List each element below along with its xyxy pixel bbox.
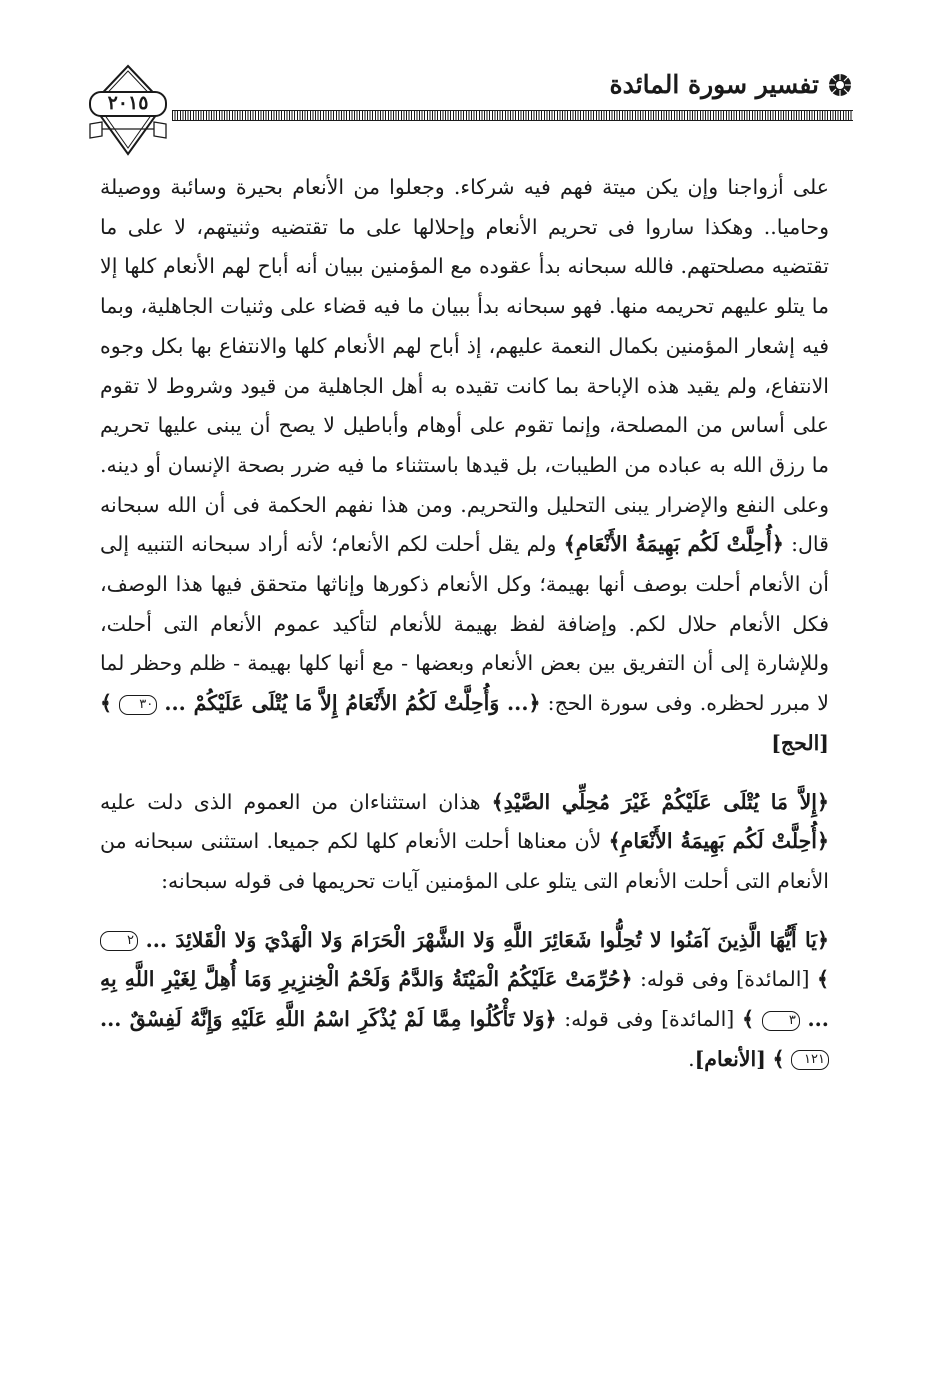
body-text: لأن معناها أحلت الأنعام كلها لكم جميعا. استثنى سبحانه من الأنعام التى أحلت الأنعام التى يتلو على المؤمنين آيات تحريمها فى قوله سبحانه: <box>100 829 829 893</box>
body-text: ولم يقل أحلت لكم الأنعام؛ لأنه أراد سبحانه التنبيه إلى أن الأنعام أحلت بوصف أنها بهيمة؛ وكل الأنعام ذكورها وإناثها متحقق فيها هذا الوصف، فكل الأنعام حلال لكم. وإضافة لفظ بهيمة للأنعام لتأكيد عموم الأنعام التى أحلت، وللإشارة إلى أن التفريق بين بعض الأنعام وبعضها - مع أنها كلها بهيمة - ظلم وحظر لما لا مبرر لحظره. وفى سورة الحج: <box>100 532 829 716</box>
quran-quote: ﴿إِلاَّ مَا يُتْلَى عَلَيْكُمْ غَيْرَ مُحِلِّي الصَّيْدِ﴾ <box>491 789 829 814</box>
ayah-number: ٢ <box>100 931 138 951</box>
quote-close: ﴾ <box>772 1046 785 1071</box>
end-mark: . <box>688 1046 695 1071</box>
page-number-badge <box>88 62 168 158</box>
page-number: ٢٠١٥ <box>107 92 149 114</box>
quote-close: ﴾ <box>742 1007 755 1032</box>
body-text: وفى قوله: <box>639 967 729 992</box>
surah-reference: [الأنعام] <box>694 1046 766 1071</box>
body-text: على أزواجنا وإن يكن ميتة فهم فيه شركاء. وجعلوا من الأنعام بحيرة وسائبة ووصيلة وحاميا.. وهكذا ساروا فى تحريم الأنعام وإحلالها على ما تقتضيه وثنيتهم، لا على ما تقتضيه مصلحتهم. فالله سبحانه بدأ عقوده مع المؤمنين ببيان أنه أباح لهم الأنعام كلها إلا ما يتلو عليهم تحريمه منها. فهو سبحانه بدأ ببيان ما فيه قضاء على وثنيات الجاهلية، وبما فيه إشعار المؤمنين بكمال النعمة عليهم، إذ أباح لهم الأنعام كلها والانتفاع بها بكل وجوه الانتفاع، ولم يقيد هذه الإباحة بما كانت تقيده به أهل الجاهلية من قيود وشروط لا تقوم على أساس من المصلحة، وإنما تقوم على أوهام وأباطيل لا يصح أن يبنى عليها تحريم ما رزق الله به عباده من الطيبات، بل قيدها باستثناء ما فيه ضرر بصحة الإنسان أو دينه. وعلى النفع والإضرار يبنى التحليل والتحريم. ومن هذا نفهم الحكمة فى أن الله سبحانه قال: <box>100 175 829 557</box>
quran-quote: ﴿وَلا تَأْكُلُوا مِمَّا لَمْ يُذْكَرِ اسْمُ اللَّهِ عَلَيْهِ وَإِنَّهُ لَفِسْقٌ ... <box>100 1007 557 1032</box>
quran-quote: ﴿... وَأُحِلَّتْ لَكُمُ الأَنْعَامُ إِلاَّ مَا يُتْلَى عَلَيْكُمْ ... <box>164 691 541 716</box>
quote-close: ﴾ <box>816 967 829 992</box>
page-body <box>100 168 829 1079</box>
ayah-number: ١٢١ <box>791 1050 829 1070</box>
page-header <box>80 50 853 160</box>
surah-reference: [المائدة] <box>736 967 810 992</box>
paragraph-1 <box>100 168 829 764</box>
quran-quote: ﴿أُحِلَّتْ لَكُم بَهِيمَةُ الأَنْعَامِ﴾ <box>563 532 784 557</box>
header-rule <box>172 110 853 121</box>
paragraph-2 <box>100 783 829 902</box>
page-title: تفسير سورة المائدة <box>609 70 819 99</box>
quran-quote: ﴿يَا أَيُّهَا الَّذِينَ آمَنُوا لا تُحِلُّوا شَعَائِرَ اللَّهِ وَلا الشَّهْرَ الْحَرَامَ وَلا الْهَدْيَ وَلا الْقَلائِدَ ... <box>145 927 829 952</box>
ayah-number: ٣ <box>762 1011 800 1031</box>
surah-reference: [الحج] <box>771 730 829 755</box>
paragraph-3 <box>100 921 829 1080</box>
body-text: هذان استثناءان من العموم الذى دلت عليه <box>100 789 481 814</box>
ayah-number: ٣٠ <box>119 695 157 715</box>
header-title-group <box>610 70 854 99</box>
body-text: وفى قوله: <box>564 1007 654 1032</box>
quran-quote: ﴿حُرِّمَتْ عَلَيْكُمُ الْمَيْتَةُ وَالدَّمُ وَلَحْمُ الْخِنزِيرِ وَمَا أُهِلَّ لِغَيْرِ اللَّهِ بِهِ ... <box>100 967 829 1032</box>
flower-ornament-icon <box>827 72 853 98</box>
quran-quote: ﴿أُحِلَّتْ لَكُم بَهِيمَةُ الأَنْعَامِ﴾ <box>608 829 829 854</box>
quote-close: ﴾ <box>100 691 113 716</box>
surah-reference: [المائدة] <box>661 1007 735 1032</box>
